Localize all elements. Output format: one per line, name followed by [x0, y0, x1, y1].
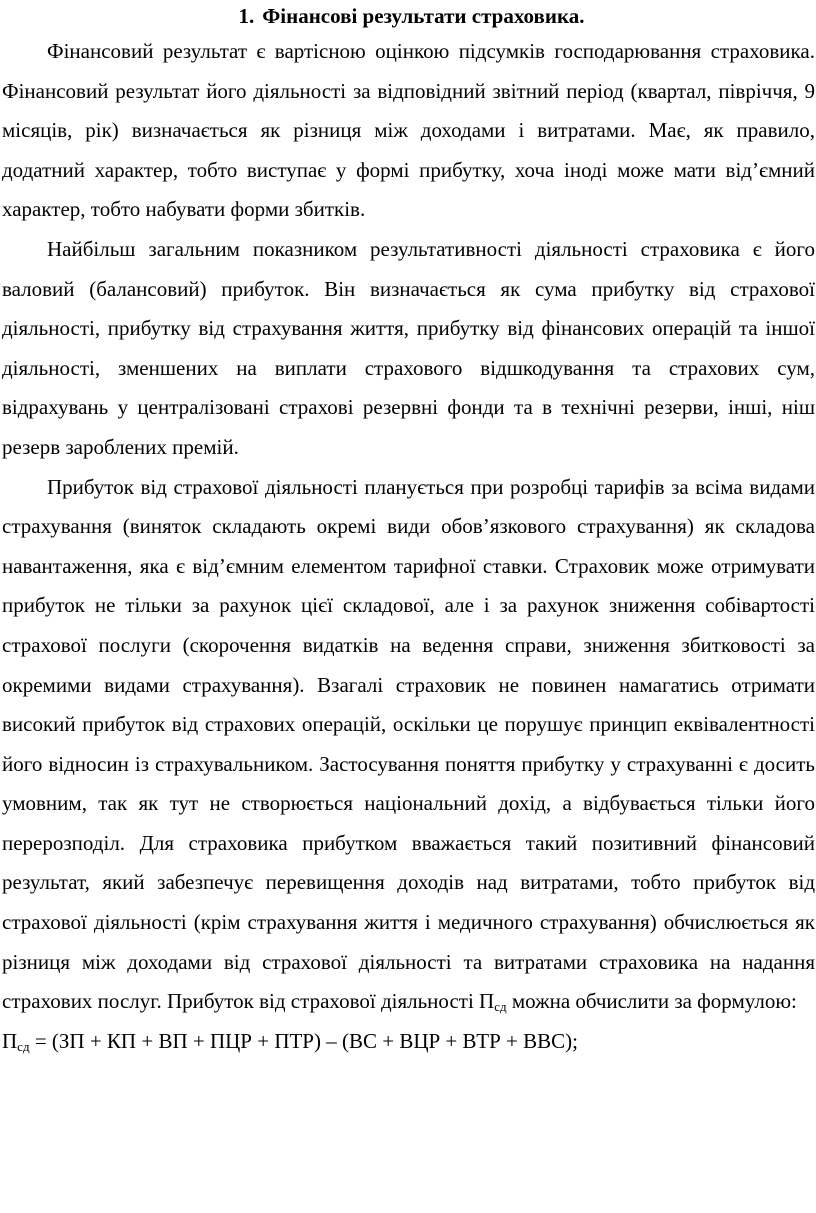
section-number: 1.	[238, 4, 255, 28]
paragraph-insurance-profit-text: Прибуток від страхової діяльності планується при розробці тарифів за всіма видами страхування (виняток складають окремі види обов’язкового страхування) як складова навантаження, яка є від’ємним елементом тарифної ставки. Страховик може отримувати прибуток не тільки за рахунок цієї складової, але і за рахунок зниження собівартості страхової послуги (скорочення видатків на ведення справи, зниження збитковості за окремими видами страхування). Взагалі страховик не повинен намагатись отримати високий прибуток від страхових операцій, оскільки це порушує принцип еквівалентності його відносин із страхувальником. Застосування поняття прибутку у страхуванні є досить умовним, так як тут не створюється національний дохід, а відбувається тільки його перерозподіл. Для страховика прибутком вважається такий позитивний фінансовий результат, який забезпечує перевищення доходів над витратами, тобто прибуток від страхової діяльності (крім страхування життя і медичного страхування) обчислюється як різниця між доходами від страхової діяльності та витратами страховика на надання страхових послуг. Прибуток від страхової діяльності	[2, 474, 815, 1014]
paragraph-gross-profit: Найбільш загальним показником результативності діяльності страховика є його валовий (балансовий) прибуток. Він визначається як сума прибутку від страхової діяльності, прибутку від страхування життя, прибутку від фінансових операцій та іншої діяльності, зменшених на виплати страхового відшкодування та страхових сум, відрахувань у централізовані страхові резервні фонди та в технічні резерви, інші, ніш резерв зароблених премій.	[2, 236, 815, 459]
section-title: Фінансові результати страховика.	[262, 4, 585, 28]
formula-symbol: П	[2, 1028, 18, 1053]
paragraph-financial-result: Фінансовий результат є вартісною оцінкою підсумків господарювання страховика. Фінансовий результат його діяльності за відповідний звітний період (квартал, півріччя, 9 місяців, рік) визначається як різниця між доходами і витратами. Має, як правило, додатний характер, тобто виступає у формі прибутку, хоча іноді може мати від’ємний характер, тобто набувати форми збитків.	[2, 39, 815, 222]
section-heading	[2, 0, 815, 32]
paragraph-insurance-profit-tail: можна обчислити за формулою:	[506, 989, 797, 1014]
paragraph-insurance-profit	[2, 468, 815, 1022]
profit-symbol: П	[479, 989, 495, 1014]
profit-formula	[2, 1022, 815, 1062]
profit-symbol-subscript: сд	[494, 999, 507, 1015]
formula-subscript: сд	[17, 1038, 30, 1054]
formula-expression: = (ЗП + КП + ВП + ПЦР + ПТР) – (ВС + ВЦР + ВТР + ВВС);	[29, 1028, 578, 1053]
